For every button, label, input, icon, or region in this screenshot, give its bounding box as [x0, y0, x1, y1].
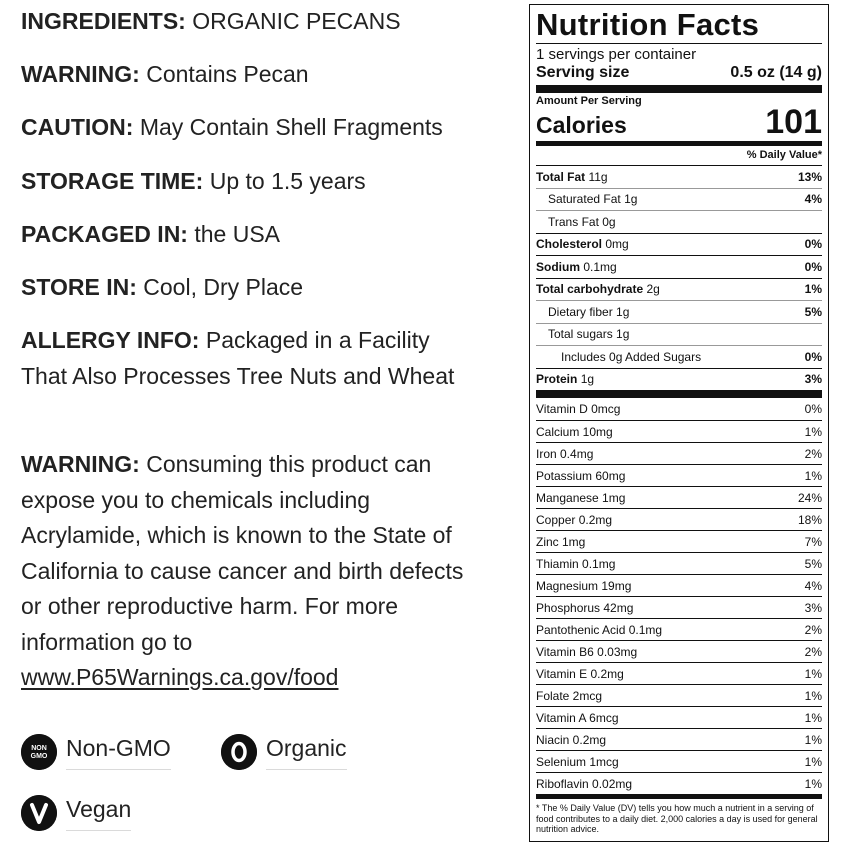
vitamin-dv: 5%: [804, 556, 822, 571]
vitamin-dv: 4%: [804, 578, 822, 593]
nutrient-dv: 0%: [804, 237, 822, 252]
vitamin-name: Folate 2mcg: [536, 688, 603, 703]
vitamin-name: Niacin 0.2mg: [536, 732, 607, 747]
nutrient-dv: 3%: [804, 372, 822, 387]
nutrient-name: Saturated Fat: [548, 192, 621, 207]
vitamin-name: Vitamin D 0mcg: [536, 402, 621, 416]
nutrient-name: Trans Fat: [548, 214, 599, 229]
vitamin-dv: 1%: [804, 732, 822, 747]
svg-text:NON: NON: [31, 745, 47, 752]
vitamin-row-iron: [536, 442, 822, 464]
nutrient-dv: 1%: [804, 282, 822, 297]
nutrition-facts-title: Nutrition Facts: [536, 7, 760, 42]
vitamin-row-folate: [536, 684, 822, 706]
vitamin-row-niacin: [536, 728, 822, 750]
footnote-divider: [536, 794, 822, 799]
packaged-in-value: the USA: [194, 221, 281, 247]
vitamin-dv: 18%: [797, 512, 822, 527]
vegan-badge: [21, 795, 131, 831]
vitamin-name: Selenium 1mcg: [536, 754, 619, 769]
vitamin-row-vitamin-a: [536, 706, 822, 728]
vitamin-row-calcium: [536, 420, 822, 442]
caution-line: [21, 110, 443, 145]
vitamin-row-riboflavin: [536, 772, 822, 794]
vitamin-row-selenium: [536, 750, 822, 772]
warning-allergen-value: Contains Pecan: [146, 61, 309, 87]
vitamin-name: Potassium 60mg: [536, 468, 626, 483]
vitamin-name: Vitamin B6 0.03mg: [536, 644, 638, 659]
vitamin-name: Calcium 10mg: [536, 424, 613, 439]
serving-size-label: Serving size: [536, 64, 630, 81]
vitamin-dv: 1%: [804, 710, 822, 725]
calories-label: Calories: [536, 112, 627, 138]
nutrient-amount: 0mg: [605, 237, 629, 252]
nutrient-amount: 1g: [616, 327, 630, 342]
nutrient-row-total-carbohydrate: [536, 278, 822, 301]
vitamin-name: Vitamin E 0.2mg: [536, 666, 624, 681]
nutrient-row-dietary-fiber: [536, 300, 822, 323]
prop65-warning-label: WARNING:: [21, 451, 140, 477]
nutrient-dv: 0%: [804, 259, 822, 274]
nutrient-dv: 4%: [804, 192, 822, 207]
calories-value: 101: [765, 103, 822, 141]
storage-time-label: STORAGE TIME:: [21, 168, 204, 194]
vitamin-row-thiamin: [536, 552, 822, 574]
caution-label: CAUTION:: [21, 114, 134, 140]
nutrient-dv: 5%: [804, 304, 822, 319]
vegan-icon: [21, 795, 57, 831]
vitamin-name: Thiamin 0.1mg: [536, 556, 616, 571]
svg-text:GMO: GMO: [30, 753, 48, 760]
vitamin-name: Vitamin A 6mcg: [536, 710, 619, 725]
nutrient-row-total-sugars: [536, 323, 822, 346]
organic-label: Organic: [266, 734, 347, 770]
packaged-in-label: PACKAGED IN:: [21, 221, 188, 247]
nutrient-name: Includes 0g Added Sugars: [561, 349, 702, 364]
servings-per-container: 1 servings per container: [536, 46, 697, 63]
organic-badge: [221, 734, 347, 770]
warning-allergen-label: WARNING:: [21, 61, 140, 87]
storage-time-value: Up to 1.5 years: [209, 168, 366, 194]
vitamin-row-vitamin-e: [536, 662, 822, 684]
amount-per-serving: Amount Per Serving: [536, 95, 642, 107]
vitamin-dv: 1%: [804, 688, 822, 703]
daily-value-footnote: * The % Daily Value (DV) tells you how much a nutrient in a serving of food contributes to a daily diet. 2,000 calories a day is used for general nutrition advice.: [536, 803, 818, 834]
calories-row: [536, 104, 822, 140]
vitamins-divider: [536, 390, 822, 398]
vitamin-name: Copper 0.2mg: [536, 512, 613, 527]
vitamin-row-copper: [536, 508, 822, 530]
non-gmo-label: Non-GMO: [66, 734, 171, 770]
daily-value-header: % Daily Value*: [746, 149, 822, 161]
vitamin-row-pantothenic-acid: [536, 618, 822, 640]
non-gmo-icon: [21, 734, 57, 770]
vitamin-dv: 24%: [797, 490, 822, 505]
vitamin-dv: 1%: [804, 666, 822, 681]
vitamin-row-phosphorus: [536, 596, 822, 618]
nutrition-facts-label: [529, 4, 829, 842]
allergy-value: Packaged in a Facility That Also Processes Tree Nuts and Wheat: [21, 327, 455, 389]
caution-value: May Contain Shell Fragments: [139, 114, 443, 140]
nutrient-amount: 2g: [646, 282, 660, 297]
serving-size-row: [536, 63, 822, 82]
vitamin-dv: 1%: [804, 754, 822, 769]
allergy-label: ALLERGY INFO:: [21, 327, 200, 353]
vitamin-dv: 2%: [804, 644, 822, 659]
nutrient-amount: 11g: [588, 169, 608, 184]
nutrient-row-saturated-fat: [536, 188, 822, 211]
vitamin-row-vitamin-d: [536, 398, 822, 420]
vitamin-dv: 3%: [804, 600, 822, 615]
nutrient-name: Total carbohydrate: [536, 282, 644, 297]
storage-time-line: [21, 164, 366, 199]
nutrient-amount: 1g: [616, 304, 630, 319]
non-gmo-badge: [21, 734, 171, 770]
nutrient-amount: 1g: [580, 372, 595, 387]
organic-icon: [221, 734, 257, 770]
vitamin-dv: 1%: [804, 424, 822, 439]
nutrient-row-total-fat: [536, 165, 822, 188]
ingredients-label: INGREDIENTS:: [21, 8, 186, 34]
nutrient-name: Cholesterol: [536, 237, 603, 252]
vitamin-name: Zinc 1mg: [536, 534, 586, 549]
nutrient-name: Total Fat: [536, 169, 586, 184]
vitamin-dv: 2%: [804, 446, 822, 461]
vitamin-name: Riboflavin 0.02mg: [536, 776, 633, 791]
vitamin-row-zinc: [536, 530, 822, 552]
nutrient-row-added-sugars: [536, 345, 822, 368]
nutrient-row-sodium: [536, 255, 822, 278]
vitamin-dv: 7%: [804, 534, 822, 549]
store-in-value: Cool, Dry Place: [143, 274, 304, 300]
vitamin-row-vitamin-b6: [536, 640, 822, 662]
nutrient-dv: 0%: [804, 349, 822, 364]
vitamin-name: Phosphorus 42mg: [536, 600, 634, 615]
title-divider: [536, 43, 822, 44]
vitamin-row-magnesium: [536, 574, 822, 596]
nutrient-row-protein: [536, 368, 822, 391]
nutrient-dv: 13%: [797, 169, 822, 184]
vitamin-row-potassium: [536, 464, 822, 486]
vegan-label: Vegan: [66, 795, 131, 831]
vitamin-dv: 0%: [804, 402, 822, 416]
store-in-label: STORE IN:: [21, 274, 137, 300]
prop65-warning: [21, 447, 486, 696]
vitamin-name: Pantothenic Acid 0.1mg: [536, 622, 663, 637]
nutrient-row-trans-fat: [536, 210, 822, 233]
vitamin-row-manganese: [536, 486, 822, 508]
nutrient-amount: 1g: [624, 192, 638, 207]
ingredients-value: ORGANIC PECANS: [192, 8, 401, 34]
vitamin-dv: 1%: [804, 776, 822, 791]
nutrient-name: Total sugars: [548, 327, 613, 342]
nutrient-name: Dietary fiber: [548, 304, 613, 319]
thick-divider: [536, 85, 822, 93]
prop65-warning-text: Consuming this product can expose you to chemicals including Acrylamide, which is known to the State of California to cause cancer and birth defects or other reproductive harm. For more information go to: [21, 451, 464, 655]
p65-warnings-link[interactable]: www.P65Warnings.ca.gov/food: [21, 664, 339, 690]
vitamin-dv: 2%: [804, 622, 822, 637]
nutrient-amount: 0g: [602, 214, 616, 229]
vitamin-dv: 1%: [804, 468, 822, 483]
vitamin-name: Manganese 1mg: [536, 490, 626, 505]
nutrient-name: Protein: [536, 372, 578, 387]
packaged-in-line: [21, 217, 280, 252]
vitamin-name: Iron 0.4mg: [536, 446, 594, 461]
vitamin-name: Magnesium 19mg: [536, 578, 632, 593]
ingredients-line: [21, 4, 401, 39]
serving-size-value: 0.5 oz (14 g): [730, 64, 822, 81]
vitamin-mineral-list: [536, 398, 822, 794]
store-in-line: [21, 270, 303, 305]
nutrient-amount: 0.1mg: [583, 259, 617, 274]
nutrient-name: Sodium: [536, 259, 580, 274]
warning-allergen-line: [21, 57, 309, 92]
nutrient-row-cholesterol: [536, 233, 822, 256]
allergy-info: [21, 323, 471, 394]
